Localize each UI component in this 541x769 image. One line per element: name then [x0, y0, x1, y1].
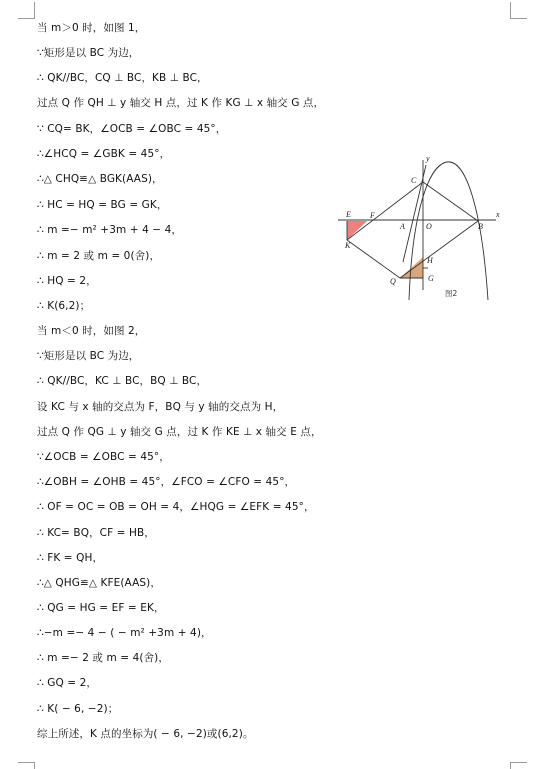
text-line: ∴ FK = QH，: [37, 552, 104, 564]
text-line: ∴ OF = OC = OB = OH = 4，∠HQG = ∠EFK = 45°，: [37, 501, 315, 513]
text-line: ∵矩形是以 BC 为边，: [37, 47, 140, 59]
segment-ck: [347, 182, 423, 240]
text-line: ∴ QG = HG = EF = EK，: [37, 602, 165, 614]
text-line: ∴△ CHQ≌△ BGK(AAS)，: [37, 173, 163, 185]
label-e: E: [346, 210, 351, 219]
text-line: ∴∠HCQ = ∠GBK = 45°，: [37, 148, 171, 160]
text-line: 过点 Q 作 QG ⊥ y 轴交 G 点，过 K 作 KE ⊥ x 轴交 E 点，: [37, 426, 322, 438]
label-q: Q: [390, 277, 396, 286]
text-line: ∴ KC= BQ，CF = HB，: [37, 527, 155, 539]
label-h: H: [427, 256, 433, 265]
text-line: ∴ m = 2 或 m = 0(舍)，: [37, 250, 161, 262]
segment-kq: [347, 240, 400, 278]
text-line: 当 m＜0 时，如图 2，: [37, 325, 146, 337]
text-line: 当 m＞0 时，如图 1，: [37, 22, 146, 34]
text-line: 综上所述，K 点的坐标为( − 6, −2)或(6,2)。: [37, 728, 254, 740]
label-f: F: [370, 211, 375, 220]
text-line: ∴ m =− 2 或 m = 4(舍)，: [37, 652, 169, 664]
parabola: [409, 162, 488, 300]
text-line: ∴ GQ = 2，: [37, 677, 97, 689]
label-b: B: [478, 222, 483, 231]
text-line: ∴∠OBH = ∠OHB = 45°，∠FCO = ∠CFO = 45°，: [37, 476, 296, 488]
label-a: A: [400, 222, 405, 231]
label-o: O: [426, 222, 432, 231]
label-x-axis: x: [496, 210, 500, 219]
label-k: K: [345, 241, 351, 250]
segment-bq: [400, 221, 478, 278]
text-line: ∵ CQ= BK，∠OCB = ∠OBC = 45°，: [37, 123, 227, 135]
text-line: ∵∠OCB = ∠OBC = 45°，: [37, 451, 170, 463]
figure-caption: 图2: [445, 289, 458, 298]
text-line: ∴ QK//BC，KC ⊥ BC，BQ ⊥ BC，: [37, 375, 208, 387]
label-g: G: [428, 274, 434, 283]
label-y-axis: y: [426, 154, 430, 163]
text-line: ∴−m =− 4 − ( − m² +3m + 4)，: [37, 627, 212, 639]
text-line: ∵矩形是以 BC 为边，: [37, 350, 140, 362]
text-line: 设 KC 与 x 轴的交点为 F，BQ 与 y 轴的交点为 H，: [37, 401, 284, 413]
text-line: ∴ HQ = 2，: [37, 275, 97, 287]
text-line: 过点 Q 作 QH ⊥ y 轴交 H 点，过 K 作 KG ⊥ x 轴交 G 点，: [37, 97, 325, 109]
text-line: ∴△ QHG≌△ KFE(AAS)，: [37, 577, 161, 589]
text-line: ∴ K( − 6, −2)；: [37, 703, 119, 715]
text-line: ∴ m =− m² +3m + 4 − 4，: [37, 224, 183, 236]
label-c: C: [411, 176, 417, 185]
text-line: ∴ QK//BC，CQ ⊥ BC，KB ⊥ BC，: [37, 72, 208, 84]
text-line: ∴ HC = HQ = BG = GK，: [37, 199, 168, 211]
text-line: ∴ K(6,2)；: [37, 300, 91, 312]
